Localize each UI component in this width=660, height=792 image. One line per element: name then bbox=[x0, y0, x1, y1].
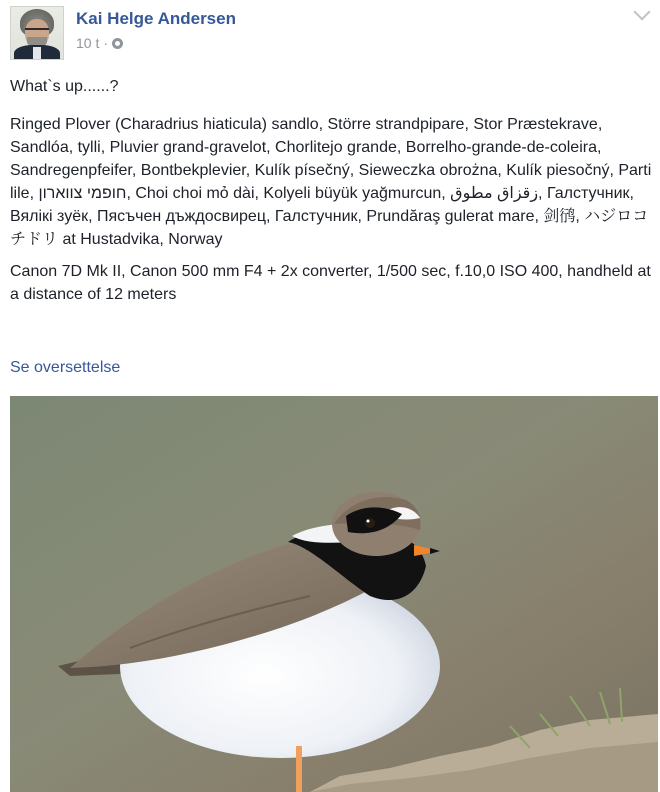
post-paragraph: What`s up......? bbox=[10, 78, 119, 95]
avatar[interactable] bbox=[10, 6, 64, 60]
post-paragraph: Canon 7D Mk II, Canon 500 mm F4 + 2x converter, 1/500 sec, f.10,0 ISO 400, handheld at a distance of 12 meters bbox=[10, 263, 651, 303]
chevron-down-icon[interactable] bbox=[634, 4, 651, 21]
globe-icon[interactable] bbox=[112, 38, 123, 49]
plover-photo-image bbox=[10, 396, 658, 792]
post-timestamp[interactable]: 10 t bbox=[76, 35, 100, 51]
post-paragraph: Ringed Plover (Charadrius hiaticula) sandlo, Större strandpipare, Stor Præstekrave, Sandlóa, tylli, Pluvier grand-gravelot, Chorlitejo grande, Borrelho-grande-de-coleira, Sandregenpfeifer, Bontbekplevier, Kulík písečný, Sieweczka obrożna, Kulík piesočný, Parti lile, חופמי צווארון, Choi choi mỏ dài, Kolyeli büyük yağmurcun, زقزاق مطوق, Галстучник, Вялікі зуёк, Пясъчен дъждосвирец, Галстучник, Prundăraş gulerat mare, 剑鸻, ハジロコチドリ at Hustadvika, Norway bbox=[10, 116, 652, 248]
post-sub-meta bbox=[76, 35, 236, 51]
author-name-link[interactable]: Kai Helge Andersen bbox=[76, 9, 236, 28]
post-photo[interactable] bbox=[10, 396, 658, 792]
see-translation-link[interactable]: Se oversettelse bbox=[10, 359, 121, 376]
post-meta bbox=[76, 9, 236, 51]
meta-separator: · bbox=[103, 35, 109, 51]
post-text bbox=[10, 75, 655, 315]
post-header bbox=[10, 6, 236, 62]
